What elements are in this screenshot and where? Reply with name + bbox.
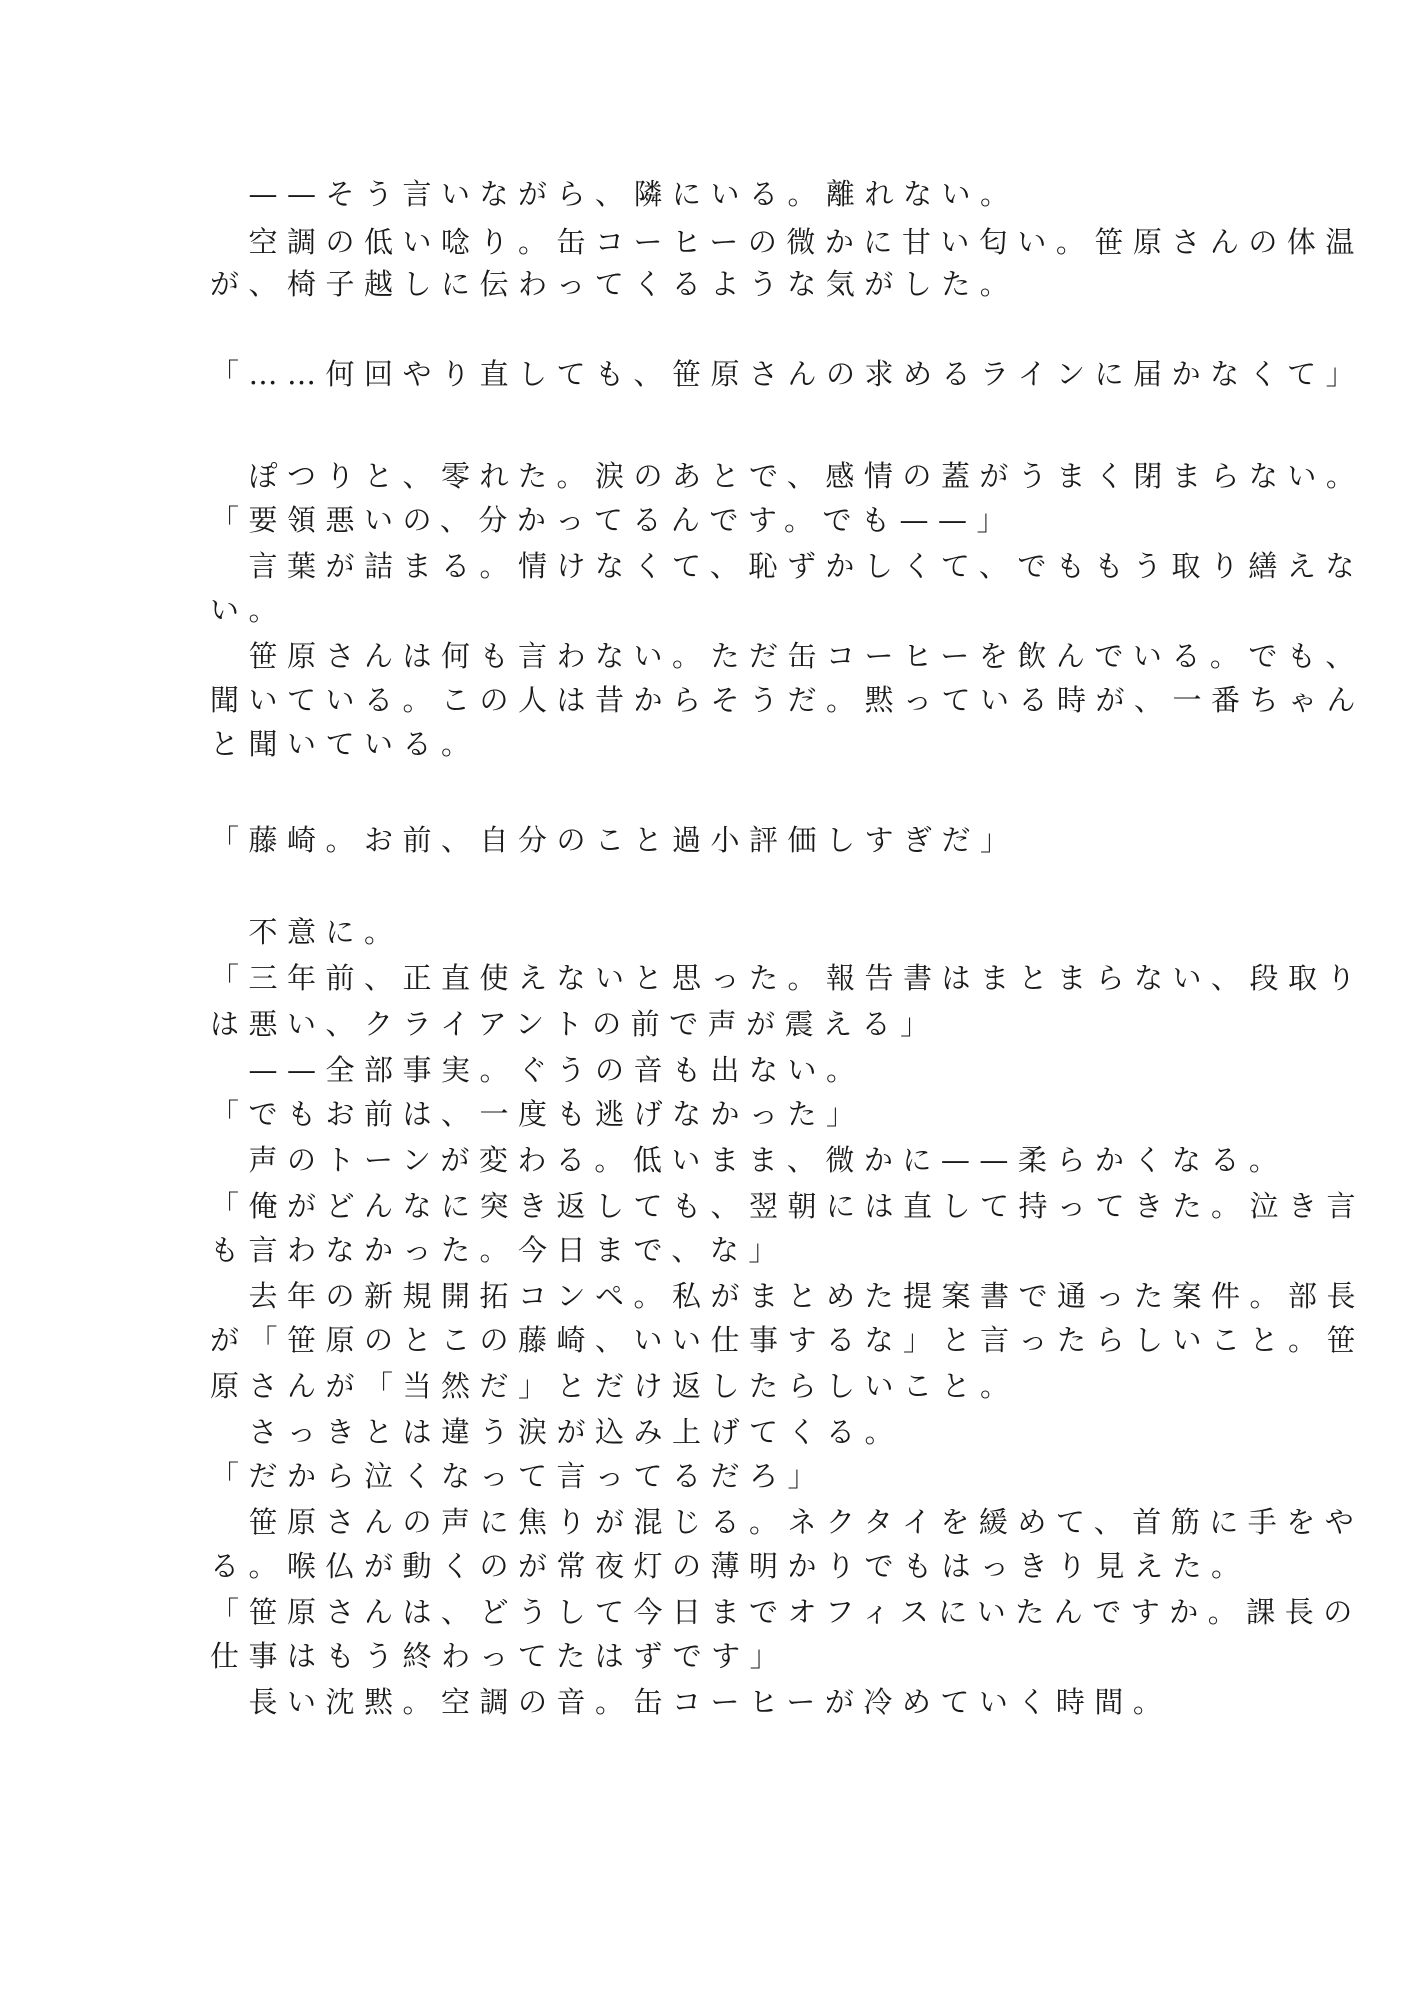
text-line: が「笹原のとこの藤崎、いい仕事するな」と言ったらしいこと。笹: [210, 1323, 1366, 1357]
text-line: 笹原さんは何も言わない。ただ缶コーヒーを飲んでいる。でも、: [210, 639, 1364, 673]
text-line: 長い沈黙。空調の音。缶コーヒーが冷めていく時間。: [210, 1685, 1172, 1719]
text-line: 空調の低い唸り。缶コーヒーの微かに甘い匂い。笹原さんの体温: [210, 225, 1364, 259]
dialogue-line: 「俺がどんなに突き返しても、翌朝には直して持ってきた。泣き言: [210, 1189, 1366, 1223]
text-line: 不意に。: [210, 915, 403, 949]
text-line: と聞いている。: [210, 727, 480, 761]
text-line: 笹原さんの声に焦りが混じる。ネクタイを緩めて、首筋に手をや: [210, 1505, 1364, 1539]
dialogue-line: は悪い、クライアントの前で声が震える」: [210, 1007, 939, 1041]
text-line: ——全部事実。ぐうの音も出ない。: [210, 1053, 865, 1087]
dialogue-line: 「藤崎。お前、自分のこと過小評価しすぎだ」: [210, 823, 1019, 857]
text-line: 聞いている。この人は昔からそうだ。黙っている時が、一番ちゃん: [210, 683, 1366, 717]
text-line: が、椅子越しに伝わってくるような気がした。: [210, 267, 1019, 301]
dialogue-line: 仕事はもう終わってたはずです」: [210, 1639, 789, 1673]
text-line: 原さんが「当然だ」とだけ返したらしいこと。: [210, 1369, 1019, 1403]
text-line: 去年の新規開拓コンペ。私がまとめた提案書で通った案件。部長: [210, 1279, 1366, 1313]
text-line: ——そう言いながら、隣にいる。離れない。: [210, 177, 1019, 211]
dialogue-line: 「……何回やり直しても、笹原さんの求めるラインに届かなくて」: [210, 357, 1365, 391]
dialogue-line: も言わなかった。今日まで、な」: [210, 1233, 787, 1267]
text-line: る。喉仏が動くのが常夜灯の薄明かりでもはっきり見えた。: [210, 1549, 1250, 1583]
text-line: さっきとは違う涙が込み上げてくる。: [210, 1415, 904, 1449]
dialogue-line: 「三年前、正直使えないと思った。報告書はまとまらない、段取り: [210, 961, 1366, 995]
text-line: ぽつりと、零れた。涙のあとで、感情の蓋がうまく閉まらない。: [210, 459, 1365, 493]
dialogue-line: 「要領悪いの、分かってるんです。でも——」: [210, 503, 1016, 537]
text-line: い。: [210, 593, 288, 627]
dialogue-line: 「笹原さんは、どうして今日までオフィスにいたんですか。課長の: [210, 1595, 1362, 1629]
dialogue-line: 「だから泣くなって言ってるだろ」: [210, 1459, 827, 1493]
dialogue-line: 「でもお前は、一度も逃げなかった」: [210, 1097, 865, 1131]
text-line: 声のトーンが変わる。低いまま、微かに——柔らかくなる。: [210, 1143, 1288, 1177]
text-line: 言葉が詰まる。情けなくて、恥ずかしくて、でももう取り繕えな: [210, 549, 1364, 583]
